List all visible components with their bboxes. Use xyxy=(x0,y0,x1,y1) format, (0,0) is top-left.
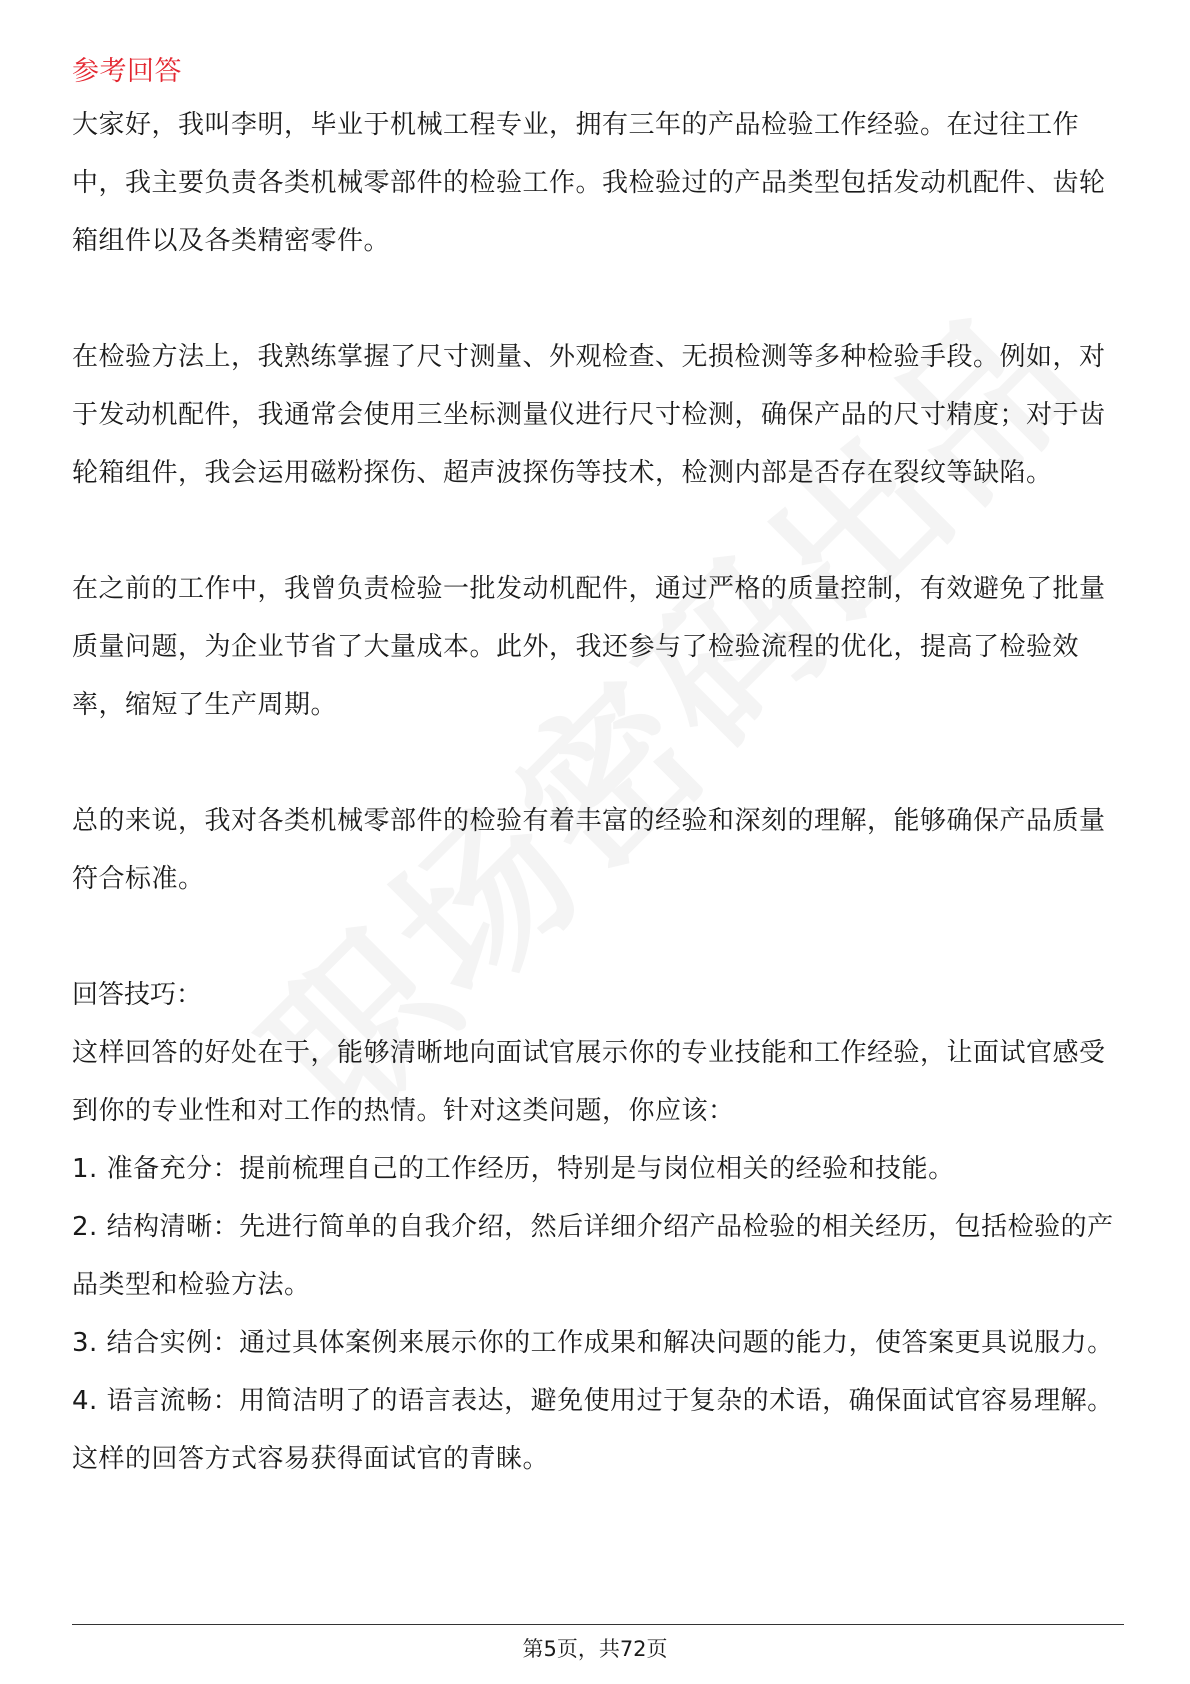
paragraph-spacer xyxy=(72,908,1118,966)
tips-item-3: 3. 结合实例：通过具体案例来展示你的工作成果和解决问题的能力，使答案更具说服力。 xyxy=(72,1328,1114,1358)
tips-item-2: 2. 结构清晰：先进行简单的自我介绍，然后详细介绍产品检验的相关经历，包括检验的产品类型和检验方法。 xyxy=(72,1212,1114,1300)
paragraph-spacer xyxy=(72,270,1118,328)
answer-paragraph-3: 在之前的工作中，我曾负责检验一批发动机配件，通过严格的质量控制，有效避免了批量质量问题，为企业节省了大量成本。此外，我还参与了检验流程的优化，提高了检验效率，缩短了生产周期。 xyxy=(72,574,1106,720)
paragraph-spacer xyxy=(72,502,1118,560)
answer-paragraph-4: 总的来说，我对各类机械零部件的检验有着丰富的经验和深刻的理解，能够确保产品质量符合标准。 xyxy=(72,806,1106,894)
section-heading: 参考回答 xyxy=(72,56,182,87)
tips-label: 回答技巧： xyxy=(72,980,203,1010)
answer-paragraph-2: 在检验方法上，我熟练掌握了尺寸测量、外观检查、无损检测等多种检验手段。例如，对于发动机配件，我通常会使用三坐标测量仪进行尺寸检测，确保产品的尺寸精度；对于齿轮箱组件，我会运用磁粉探伤、超声波探伤等技术，检测内部是否存在裂纹等缺陷。 xyxy=(72,342,1106,488)
page-content xyxy=(72,48,1118,1488)
footer-divider xyxy=(72,1624,1124,1625)
tips-intro: 这样回答的好处在于，能够清晰地向面试官展示你的专业技能和工作经验，让面试官感受到你的专业性和对工作的热情。针对这类问题，你应该： xyxy=(72,1038,1106,1126)
paragraph-spacer xyxy=(72,734,1118,792)
answer-paragraph-1: 大家好，我叫李明，毕业于机械工程专业，拥有三年的产品检验工作经验。在过往工作中，我主要负责各类机械零部件的检验工作。我检验过的产品类型包括发动机配件、齿轮箱组件以及各类精密零件。 xyxy=(72,110,1106,256)
tips-item-1: 1. 准备充分：提前梳理自己的工作经历，特别是与岗位相关的经验和技能。 xyxy=(72,1154,955,1184)
page-number: 第5页，共72页 xyxy=(522,1637,668,1661)
tips-item-4: 4. 语言流畅：用简洁明了的语言表达，避免使用过于复杂的术语，确保面试官容易理解。这样的回答方式容易获得面试官的青睐。 xyxy=(72,1386,1114,1474)
